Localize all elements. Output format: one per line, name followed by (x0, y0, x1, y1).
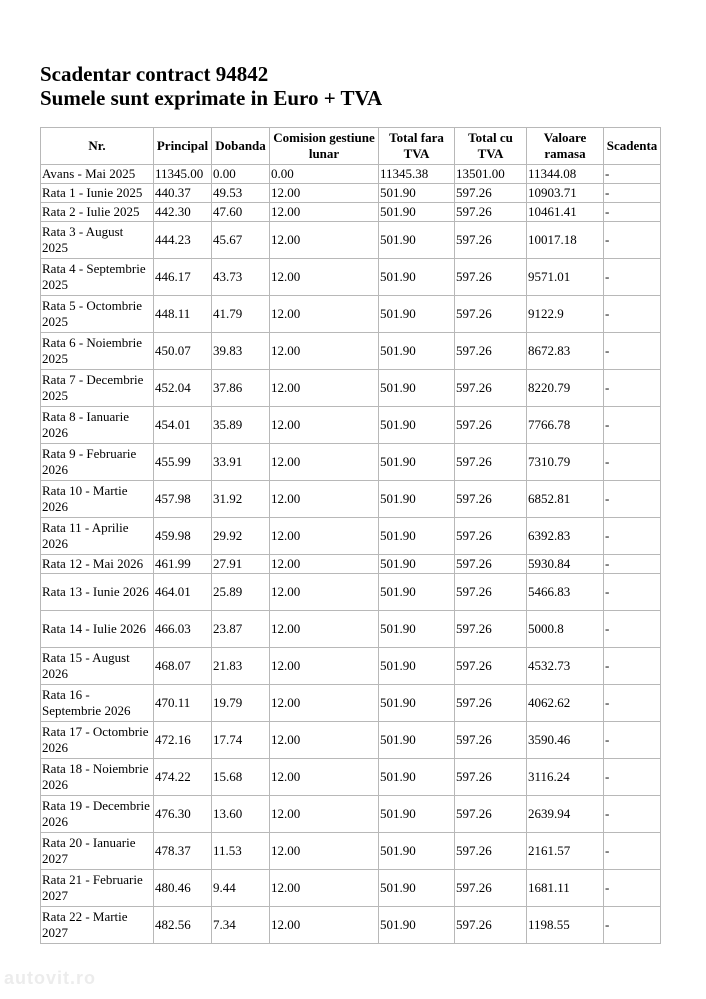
cell-scadenta: - (604, 165, 661, 184)
cell-comision: 12.00 (270, 444, 379, 481)
cell-dobanda: 37.86 (212, 370, 270, 407)
cell-dobanda: 17.74 (212, 722, 270, 759)
cell-scadenta: - (604, 648, 661, 685)
cell-nr: Rata 4 - Septembrie 2025 (41, 259, 154, 296)
cell-total-cu-tva: 597.26 (455, 833, 527, 870)
header-total-cu-tva: Total cu TVA (455, 128, 527, 165)
cell-valoare-ramasa: 4532.73 (527, 648, 604, 685)
cell-dobanda: 15.68 (212, 759, 270, 796)
cell-total-cu-tva: 597.26 (455, 222, 527, 259)
cell-total-cu-tva: 597.26 (455, 796, 527, 833)
cell-nr: Rata 16 - Septembrie 2026 (41, 685, 154, 722)
cell-scadenta: - (604, 870, 661, 907)
cell-nr: Rata 2 - Iulie 2025 (41, 203, 154, 222)
cell-principal: 459.98 (154, 518, 212, 555)
cell-dobanda: 9.44 (212, 870, 270, 907)
cell-total-fara-tva: 501.90 (379, 907, 455, 944)
cell-comision: 12.00 (270, 518, 379, 555)
cell-dobanda: 45.67 (212, 222, 270, 259)
cell-comision: 12.00 (270, 203, 379, 222)
cell-total-fara-tva: 501.90 (379, 722, 455, 759)
cell-scadenta: - (604, 722, 661, 759)
cell-dobanda: 11.53 (212, 833, 270, 870)
header-nr: Nr. (41, 128, 154, 165)
cell-principal: 446.17 (154, 259, 212, 296)
cell-dobanda: 29.92 (212, 518, 270, 555)
watermark-logo: autovit.ro (4, 968, 97, 988)
cell-scadenta: - (604, 685, 661, 722)
cell-total-cu-tva: 597.26 (455, 574, 527, 611)
cell-principal: 461.99 (154, 555, 212, 574)
cell-scadenta: - (604, 184, 661, 203)
cell-dobanda: 35.89 (212, 407, 270, 444)
table-row (41, 518, 661, 555)
table-row (41, 574, 661, 611)
cell-nr: Rata 9 - Februarie 2026 (41, 444, 154, 481)
header-total-fara-tva: Total fara TVA (379, 128, 455, 165)
cell-dobanda: 7.34 (212, 907, 270, 944)
cell-dobanda: 23.87 (212, 611, 270, 648)
cell-comision: 12.00 (270, 648, 379, 685)
cell-dobanda: 41.79 (212, 296, 270, 333)
cell-comision: 12.00 (270, 296, 379, 333)
cell-principal: 454.01 (154, 407, 212, 444)
table-header-row (41, 128, 661, 165)
cell-nr: Rata 3 - August 2025 (41, 222, 154, 259)
cell-total-fara-tva: 501.90 (379, 259, 455, 296)
cell-comision: 12.00 (270, 407, 379, 444)
cell-principal: 464.01 (154, 574, 212, 611)
cell-total-fara-tva: 501.90 (379, 574, 455, 611)
cell-nr: Rata 20 - Ianuarie 2027 (41, 833, 154, 870)
cell-total-cu-tva: 597.26 (455, 481, 527, 518)
cell-scadenta: - (604, 333, 661, 370)
cell-total-cu-tva: 597.26 (455, 333, 527, 370)
cell-total-fara-tva: 501.90 (379, 611, 455, 648)
cell-nr: Rata 13 - Iunie 2026 (41, 574, 154, 611)
cell-total-fara-tva: 501.90 (379, 648, 455, 685)
cell-comision: 12.00 (270, 833, 379, 870)
cell-total-cu-tva: 597.26 (455, 555, 527, 574)
cell-valoare-ramasa: 9571.01 (527, 259, 604, 296)
cell-principal: 450.07 (154, 333, 212, 370)
cell-comision: 12.00 (270, 685, 379, 722)
cell-valoare-ramasa: 7766.78 (527, 407, 604, 444)
cell-principal: 452.04 (154, 370, 212, 407)
cell-scadenta: - (604, 481, 661, 518)
cell-comision: 12.00 (270, 555, 379, 574)
table-row (41, 165, 661, 184)
cell-valoare-ramasa: 10017.18 (527, 222, 604, 259)
cell-nr: Rata 21 - Februarie 2027 (41, 870, 154, 907)
cell-principal: 478.37 (154, 833, 212, 870)
cell-comision: 12.00 (270, 259, 379, 296)
cell-dobanda: 25.89 (212, 574, 270, 611)
cell-total-cu-tva: 597.26 (455, 184, 527, 203)
contract-title: Scadentar contract 94842 (40, 62, 269, 86)
cell-valoare-ramasa: 7310.79 (527, 444, 604, 481)
cell-dobanda: 31.92 (212, 481, 270, 518)
cell-nr: Rata 18 - Noiembrie 2026 (41, 759, 154, 796)
cell-valoare-ramasa: 5466.83 (527, 574, 604, 611)
header-comision: Comision gestiune lunar (270, 128, 379, 165)
document-title (40, 62, 382, 110)
cell-scadenta: - (604, 574, 661, 611)
table-row (41, 555, 661, 574)
cell-valoare-ramasa: 6392.83 (527, 518, 604, 555)
cell-dobanda: 27.91 (212, 555, 270, 574)
cell-principal: 470.11 (154, 685, 212, 722)
table-row (41, 259, 661, 296)
cell-nr: Rata 8 - Ianuarie 2026 (41, 407, 154, 444)
cell-total-fara-tva: 501.90 (379, 370, 455, 407)
cell-nr: Rata 19 - Decembrie 2026 (41, 796, 154, 833)
cell-principal: 466.03 (154, 611, 212, 648)
cell-nr: Rata 6 - Noiembrie 2025 (41, 333, 154, 370)
cell-valoare-ramasa: 1198.55 (527, 907, 604, 944)
cell-total-fara-tva: 501.90 (379, 518, 455, 555)
cell-total-fara-tva: 501.90 (379, 444, 455, 481)
cell-dobanda: 33.91 (212, 444, 270, 481)
cell-nr: Rata 10 - Martie 2026 (41, 481, 154, 518)
table-row (41, 184, 661, 203)
cell-total-cu-tva: 597.26 (455, 407, 527, 444)
cell-total-cu-tva: 13501.00 (455, 165, 527, 184)
cell-total-cu-tva: 597.26 (455, 870, 527, 907)
cell-valoare-ramasa: 6852.81 (527, 481, 604, 518)
cell-principal: 476.30 (154, 796, 212, 833)
cell-principal: 11345.00 (154, 165, 212, 184)
cell-principal: 444.23 (154, 222, 212, 259)
cell-dobanda: 21.83 (212, 648, 270, 685)
cell-total-fara-tva: 501.90 (379, 759, 455, 796)
cell-nr: Rata 1 - Iunie 2025 (41, 184, 154, 203)
cell-comision: 12.00 (270, 796, 379, 833)
cell-valoare-ramasa: 11344.08 (527, 165, 604, 184)
table-row (41, 648, 661, 685)
cell-total-cu-tva: 597.26 (455, 722, 527, 759)
cell-principal: 482.56 (154, 907, 212, 944)
cell-total-fara-tva: 501.90 (379, 184, 455, 203)
cell-dobanda: 49.53 (212, 184, 270, 203)
cell-principal: 472.16 (154, 722, 212, 759)
cell-comision: 12.00 (270, 333, 379, 370)
cell-comision: 12.00 (270, 759, 379, 796)
table-row (41, 203, 661, 222)
currency-note: Sumele sunt exprimate in Euro + TVA (40, 86, 383, 110)
cell-nr: Rata 11 - Aprilie 2026 (41, 518, 154, 555)
payment-schedule-table (40, 127, 661, 944)
table-row (41, 222, 661, 259)
cell-valoare-ramasa: 3116.24 (527, 759, 604, 796)
cell-scadenta: - (604, 518, 661, 555)
cell-total-cu-tva: 597.26 (455, 518, 527, 555)
cell-dobanda: 19.79 (212, 685, 270, 722)
table-row (41, 611, 661, 648)
cell-principal: 457.98 (154, 481, 212, 518)
cell-nr: Rata 14 - Iulie 2026 (41, 611, 154, 648)
cell-valoare-ramasa: 2161.57 (527, 833, 604, 870)
cell-comision: 12.00 (270, 870, 379, 907)
cell-scadenta: - (604, 833, 661, 870)
cell-valoare-ramasa: 3590.46 (527, 722, 604, 759)
cell-total-cu-tva: 597.26 (455, 203, 527, 222)
cell-total-cu-tva: 597.26 (455, 759, 527, 796)
cell-total-cu-tva: 597.26 (455, 907, 527, 944)
table-row (41, 759, 661, 796)
cell-comision: 12.00 (270, 907, 379, 944)
cell-total-fara-tva: 501.90 (379, 555, 455, 574)
cell-total-fara-tva: 501.90 (379, 222, 455, 259)
cell-nr: Avans - Mai 2025 (41, 165, 154, 184)
cell-total-fara-tva: 501.90 (379, 833, 455, 870)
cell-total-cu-tva: 597.26 (455, 444, 527, 481)
cell-valoare-ramasa: 10903.71 (527, 184, 604, 203)
table-row (41, 370, 661, 407)
cell-scadenta: - (604, 222, 661, 259)
header-principal: Principal (154, 128, 212, 165)
cell-total-cu-tva: 597.26 (455, 370, 527, 407)
cell-scadenta: - (604, 907, 661, 944)
cell-total-fara-tva: 501.90 (379, 870, 455, 907)
cell-total-fara-tva: 11345.38 (379, 165, 455, 184)
cell-comision: 12.00 (270, 722, 379, 759)
cell-scadenta: - (604, 444, 661, 481)
cell-dobanda: 47.60 (212, 203, 270, 222)
cell-total-cu-tva: 597.26 (455, 296, 527, 333)
cell-nr: Rata 22 - Martie 2027 (41, 907, 154, 944)
cell-comision: 12.00 (270, 370, 379, 407)
cell-scadenta: - (604, 259, 661, 296)
cell-comision: 12.00 (270, 574, 379, 611)
cell-total-fara-tva: 501.90 (379, 796, 455, 833)
cell-dobanda: 0.00 (212, 165, 270, 184)
table-row (41, 833, 661, 870)
cell-total-cu-tva: 597.26 (455, 648, 527, 685)
cell-scadenta: - (604, 407, 661, 444)
table-row (41, 481, 661, 518)
header-valoare-ramasa: Valoare ramasa (527, 128, 604, 165)
cell-valoare-ramasa: 10461.41 (527, 203, 604, 222)
cell-total-fara-tva: 501.90 (379, 685, 455, 722)
cell-total-fara-tva: 501.90 (379, 333, 455, 370)
table-row (41, 407, 661, 444)
cell-valoare-ramasa: 5000.8 (527, 611, 604, 648)
table-row (41, 296, 661, 333)
cell-nr: Rata 7 - Decembrie 2025 (41, 370, 154, 407)
cell-scadenta: - (604, 796, 661, 833)
cell-comision: 12.00 (270, 611, 379, 648)
cell-total-fara-tva: 501.90 (379, 407, 455, 444)
cell-comision: 12.00 (270, 184, 379, 203)
cell-comision: 0.00 (270, 165, 379, 184)
cell-comision: 12.00 (270, 481, 379, 518)
cell-nr: Rata 17 - Octombrie 2026 (41, 722, 154, 759)
cell-total-fara-tva: 501.90 (379, 203, 455, 222)
cell-principal: 455.99 (154, 444, 212, 481)
cell-total-cu-tva: 597.26 (455, 259, 527, 296)
cell-scadenta: - (604, 296, 661, 333)
cell-dobanda: 13.60 (212, 796, 270, 833)
cell-nr: Rata 5 - Octombrie 2025 (41, 296, 154, 333)
cell-comision: 12.00 (270, 222, 379, 259)
cell-valoare-ramasa: 1681.11 (527, 870, 604, 907)
cell-valoare-ramasa: 9122.9 (527, 296, 604, 333)
cell-valoare-ramasa: 8672.83 (527, 333, 604, 370)
table-row (41, 685, 661, 722)
cell-dobanda: 39.83 (212, 333, 270, 370)
cell-dobanda: 43.73 (212, 259, 270, 296)
cell-scadenta: - (604, 759, 661, 796)
cell-valoare-ramasa: 8220.79 (527, 370, 604, 407)
table-row (41, 444, 661, 481)
table-row (41, 870, 661, 907)
table-row (41, 333, 661, 370)
cell-nr: Rata 12 - Mai 2026 (41, 555, 154, 574)
cell-principal: 442.30 (154, 203, 212, 222)
cell-scadenta: - (604, 203, 661, 222)
table-body (41, 165, 661, 944)
cell-nr: Rata 15 - August 2026 (41, 648, 154, 685)
cell-valoare-ramasa: 4062.62 (527, 685, 604, 722)
table-row (41, 722, 661, 759)
header-scadenta: Scadenta (604, 128, 661, 165)
cell-total-cu-tva: 597.26 (455, 611, 527, 648)
cell-principal: 468.07 (154, 648, 212, 685)
cell-scadenta: - (604, 370, 661, 407)
cell-valoare-ramasa: 5930.84 (527, 555, 604, 574)
cell-principal: 474.22 (154, 759, 212, 796)
cell-total-fara-tva: 501.90 (379, 296, 455, 333)
table-row (41, 907, 661, 944)
cell-total-cu-tva: 597.26 (455, 685, 527, 722)
header-dobanda: Dobanda (212, 128, 270, 165)
cell-principal: 480.46 (154, 870, 212, 907)
cell-total-fara-tva: 501.90 (379, 481, 455, 518)
cell-principal: 440.37 (154, 184, 212, 203)
cell-scadenta: - (604, 555, 661, 574)
table-row (41, 796, 661, 833)
cell-principal: 448.11 (154, 296, 212, 333)
cell-valoare-ramasa: 2639.94 (527, 796, 604, 833)
cell-scadenta: - (604, 611, 661, 648)
